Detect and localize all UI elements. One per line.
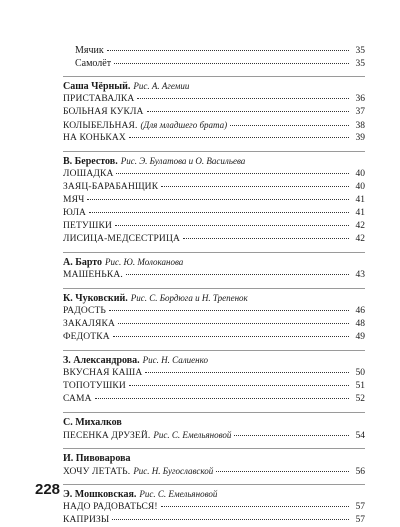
dot-leader bbox=[161, 185, 349, 187]
toc-entry bbox=[63, 181, 365, 194]
entry-page-number: 40 bbox=[355, 169, 365, 179]
toc-entry bbox=[63, 380, 365, 393]
dot-leader bbox=[145, 371, 349, 373]
dot-leader bbox=[114, 62, 349, 64]
author-line bbox=[63, 452, 365, 465]
entry-title: ЛОШАДКА bbox=[63, 169, 114, 179]
toc-entry bbox=[63, 367, 365, 380]
author-line bbox=[63, 80, 365, 93]
dot-leader bbox=[87, 198, 349, 200]
dot-leader bbox=[107, 49, 349, 51]
entry-page-number: 42 bbox=[355, 221, 365, 231]
dot-leader bbox=[161, 505, 349, 507]
illustrator-credit: Рис. Ю. Молоканова bbox=[105, 257, 184, 267]
dot-leader bbox=[115, 224, 349, 226]
section-divider bbox=[63, 350, 365, 351]
author-line bbox=[63, 155, 365, 168]
dot-leader bbox=[109, 309, 349, 311]
entry-note: Рис. С. Емельяновой bbox=[153, 430, 232, 440]
entry-page-number: 52 bbox=[355, 394, 365, 404]
section-divider bbox=[63, 288, 365, 289]
author-name: Э. Мошковская. bbox=[63, 489, 137, 500]
entry-title: ТОПОТУШКИ bbox=[63, 381, 126, 391]
toc-entry bbox=[63, 331, 365, 344]
dot-leader bbox=[112, 518, 349, 520]
toc-sections bbox=[63, 76, 365, 527]
dot-leader bbox=[95, 397, 349, 399]
toc-entry bbox=[63, 57, 365, 70]
entry-title: ПЕТУШКИ bbox=[63, 221, 113, 231]
author-name: А. Барто bbox=[63, 257, 103, 268]
entry-page-number: 35 bbox=[355, 59, 365, 69]
entry-title: ЗАКАЛЯКА bbox=[63, 319, 115, 329]
author-name: И. Пивоварова bbox=[63, 453, 131, 464]
illustrator-credit: Рис. А. Агемии bbox=[133, 81, 190, 91]
entry-page-number: 41 bbox=[355, 208, 365, 218]
dot-leader bbox=[230, 124, 349, 126]
toc-entry bbox=[63, 305, 365, 318]
entry-title: САМА bbox=[63, 394, 92, 404]
entry-page-number: 35 bbox=[355, 46, 365, 56]
entry-page-number: 37 bbox=[355, 107, 365, 117]
entry-page-number: 43 bbox=[355, 270, 365, 280]
toc-entry bbox=[63, 119, 365, 132]
entry-title: ПРИСТАВАЛКА bbox=[63, 94, 135, 104]
toc-entry bbox=[63, 93, 365, 106]
author-section bbox=[63, 484, 365, 527]
entry-title: БОЛЬНАЯ КУКЛА bbox=[63, 107, 144, 117]
author-section bbox=[63, 151, 365, 246]
entry-title: КОЛЫБЕЛЬНАЯ. bbox=[63, 121, 138, 131]
entry-page-number: 56 bbox=[355, 467, 365, 477]
entry-title: МАШЕНЬКА. bbox=[63, 270, 123, 280]
author-section bbox=[63, 252, 365, 282]
toc-entry bbox=[63, 393, 365, 406]
section-divider bbox=[63, 448, 365, 449]
author-line bbox=[63, 256, 365, 269]
dot-leader bbox=[183, 237, 349, 239]
entry-page-number: 49 bbox=[355, 332, 365, 342]
entry-title: НАДО РАДОВАТЬСЯ! bbox=[63, 502, 158, 512]
author-name: К. Чуковский. bbox=[63, 293, 128, 304]
continued-entries bbox=[63, 44, 365, 70]
dot-leader bbox=[118, 322, 349, 324]
illustrator-credit: Рис. С. Емельяновой bbox=[139, 489, 218, 499]
dot-leader bbox=[129, 384, 349, 386]
table-of-contents bbox=[63, 44, 365, 527]
section-divider bbox=[63, 76, 365, 77]
entry-page-number: 50 bbox=[355, 368, 365, 378]
dot-leader bbox=[234, 434, 349, 436]
toc-entry bbox=[63, 233, 365, 246]
entry-title: Мячик bbox=[75, 45, 104, 56]
author-section bbox=[63, 288, 365, 344]
entry-title: ФЕДОТКА bbox=[63, 332, 110, 342]
section-divider bbox=[63, 252, 365, 253]
toc-entry bbox=[63, 429, 365, 442]
dot-leader bbox=[129, 136, 349, 138]
illustrator-credit: Рис. С. Бордюга и Н. Трепенок bbox=[130, 293, 248, 303]
entry-page-number: 38 bbox=[355, 121, 365, 131]
dot-leader bbox=[147, 110, 349, 112]
entry-title: КАПРИЗЫ bbox=[63, 515, 110, 525]
entry-title: ХОЧУ ЛЕТАТЬ. bbox=[63, 467, 131, 477]
toc-entry bbox=[63, 194, 365, 207]
entry-page-number: 57 bbox=[355, 502, 365, 512]
entry-page-number: 57 bbox=[355, 515, 365, 525]
author-section bbox=[63, 76, 365, 145]
toc-entry bbox=[63, 465, 365, 478]
entry-title: ПЕСЕНКА ДРУЗЕЙ. bbox=[63, 431, 151, 441]
entry-title: Самолёт bbox=[75, 58, 112, 69]
author-section bbox=[63, 448, 365, 478]
toc-entry bbox=[63, 168, 365, 181]
entry-title: ВКУСНАЯ КАША bbox=[63, 368, 143, 378]
entry-page-number: 51 bbox=[355, 381, 365, 391]
page-number: 228 bbox=[35, 481, 61, 498]
illustrator-credit: Рис. Э. Булатова и О. Васильева bbox=[120, 156, 246, 166]
dot-leader bbox=[89, 211, 349, 213]
entry-note: Рис. Н. Бугославской bbox=[133, 466, 214, 476]
author-line bbox=[63, 292, 365, 305]
author-line bbox=[63, 488, 365, 501]
section-divider bbox=[63, 412, 365, 413]
author-name: З. Александрова. bbox=[63, 355, 140, 366]
toc-entry bbox=[63, 132, 365, 145]
dot-leader bbox=[216, 470, 349, 472]
toc-entry bbox=[63, 269, 365, 282]
author-name: В. Берестов. bbox=[63, 156, 118, 167]
author-name: Саша Чёрный. bbox=[63, 81, 131, 92]
dot-leader bbox=[137, 97, 349, 99]
dot-leader bbox=[116, 172, 349, 174]
illustrator-credit: Рис. Н. Салиенко bbox=[142, 355, 208, 365]
author-name: С. Михалков bbox=[63, 417, 122, 428]
dot-leader bbox=[113, 335, 349, 337]
author-section bbox=[63, 350, 365, 406]
entry-page-number: 46 bbox=[355, 306, 365, 316]
section-divider bbox=[63, 484, 365, 485]
entry-title: ЛИСИЦА-МЕДСЕСТРИЦА bbox=[63, 234, 180, 244]
entry-title: РАДОСТЬ bbox=[63, 306, 107, 316]
entry-page-number: 42 bbox=[355, 234, 365, 244]
toc-entry bbox=[63, 220, 365, 233]
toc-entry bbox=[63, 318, 365, 331]
toc-entry bbox=[63, 501, 365, 514]
entry-title: НА КОНЬКАХ bbox=[63, 133, 126, 143]
entry-title: ЗАЯЦ-БАРАБАНЩИК bbox=[63, 182, 159, 192]
entry-page-number: 48 bbox=[355, 319, 365, 329]
author-line bbox=[63, 354, 365, 367]
toc-entry bbox=[63, 106, 365, 119]
entry-title: ЮЛА bbox=[63, 208, 87, 218]
entry-page-number: 40 bbox=[355, 182, 365, 192]
dot-leader bbox=[126, 273, 349, 275]
author-line bbox=[63, 416, 365, 429]
toc-entry bbox=[63, 207, 365, 220]
entry-page-number: 36 bbox=[355, 94, 365, 104]
entry-note: (Для младшего брата) bbox=[140, 120, 228, 130]
entry-page-number: 54 bbox=[355, 431, 365, 441]
section-divider bbox=[63, 151, 365, 152]
entry-page-number: 41 bbox=[355, 195, 365, 205]
toc-entry bbox=[63, 44, 365, 57]
author-section bbox=[63, 412, 365, 442]
toc-entry bbox=[63, 514, 365, 527]
entry-title: МЯЧ bbox=[63, 195, 85, 205]
entry-page-number: 39 bbox=[355, 133, 365, 143]
